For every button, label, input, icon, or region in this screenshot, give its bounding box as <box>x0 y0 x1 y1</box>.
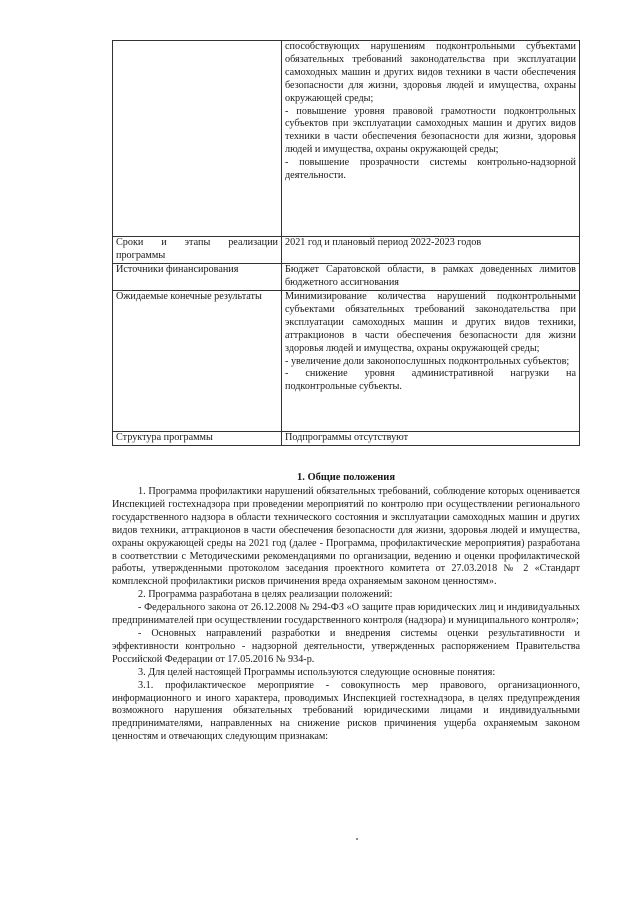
table-text: - увеличение доли законопослушных подконтрольных субъектов; <box>285 355 570 367</box>
section-body <box>112 486 580 744</box>
table-text: Подпрограммы отсутствуют <box>285 432 409 443</box>
table-text: - повышение прозрачности системы контрольно-надзорной деятельности. <box>285 157 576 182</box>
table-text: Бюджет Саратовской области, в рамках доведенных лимитов бюджетного ассигнования <box>285 264 576 288</box>
table-content-cell <box>282 264 580 291</box>
table-label-cell: Источники финансирования <box>113 264 282 291</box>
table-content-cell <box>282 41 580 237</box>
table-row <box>113 41 580 237</box>
paragraph: 1. Программа профилактики нарушений обязательных требований, соблюдение которых оценивается Инспекцией гостехнадзора при проведении мероприятий по контролю при осуществлении регионального государственного надзора в области технического состояния и эксплуатации самоходных машин и других видов техники, аттракционов в части обеспечения безопасности для жизни, здоровья людей и имущества, охраны окружающей среды на 2021 год (далее - Программа, профилактические мероприятия) разработана в соответствии с Методическими рекомендациями по организации, ведению и оценки профилактической работы, утвержденными протоколом заседания проектного комитета от 27.03.2018 № 2 «Стандарт комплексной профилактики рисков причинения вреда охраняемым законом ценностям». <box>112 486 580 588</box>
paragraph: 2. Программа разработана в целях реализации положений: <box>138 589 393 601</box>
table-row <box>113 237 580 264</box>
table-label-cell: Ожидаемые конечные результаты <box>113 291 282 432</box>
table-row <box>113 291 580 432</box>
table-label-cell: Структура программы <box>113 432 282 446</box>
section-title: 1. Общие положения <box>296 472 396 483</box>
table-content-cell <box>282 237 580 264</box>
table-row <box>113 264 580 291</box>
table-text: Минимизирование количества нарушений подконтрольными субъектами обязательных требований законодательства при эксплуатации самоходных машин и других видов техники, аттракционов в части обеспечения безопасности для жизни здоровья людей и имущества, охраны окружающей среды; <box>285 291 576 354</box>
paragraph: - Основных направлений разработки и внедрения системы оценки результативности и эффективности контрольно - надзорной деятельности, утвержденных распоряжением Правительства Российской Федерации от 17.05.2016 № 934-р. <box>112 627 580 665</box>
table-text: - снижение уровня административной нагрузки на подконтрольные субъекты. <box>285 368 576 393</box>
table-text: способствующих нарушениям подконтрольными субъектами обязательных требований законодательства при эксплуатации самоходных машин и других видов техники в части обеспечения безопасности для жизни, здоровья людей и имущества, охраны окружающей среды; <box>285 41 576 104</box>
program-passport-table <box>112 40 580 446</box>
scan-speck <box>356 838 358 840</box>
table-label-cell <box>113 41 282 237</box>
table-content-cell <box>282 432 580 446</box>
table-text: - повышение уровня правовой грамотности подконтрольных субъектов при эксплуатации самоходных машин и других видов техники в части обеспечения безопасности для жизни, здоровья людей и имущества, охраны окружающей среды; <box>285 105 576 156</box>
table-text: 2021 год и плановый период 2022-2023 годов <box>285 237 482 248</box>
table-label-cell: Сроки и этапы реализации программы <box>113 237 282 264</box>
table-content-cell <box>282 291 580 432</box>
table-row <box>113 432 580 446</box>
paragraph: 3. Для целей настоящей Программы используются следующие основные понятия: <box>138 666 496 678</box>
paragraph: - Федерального закона от 26.12.2008 № 294-ФЗ «О защите прав юридических лиц и индивидуальных предпринимателей при осуществлении государственного контроля (надзора) и муниципального контроля»; <box>112 602 580 627</box>
paragraph: 3.1. профилактическое мероприятие - совокупность мер правового, организационного, информационного и иного характера, проводимых Инспекцией гостехнадзора, в целях предупреждения возможного нарушения обязательных требований юридическими лицами и индивидуальными предпринимателями, направленных на снижение рисков причинения ущерба охраняемым законом ценностям и отвечающих следующим признакам: <box>112 679 580 743</box>
